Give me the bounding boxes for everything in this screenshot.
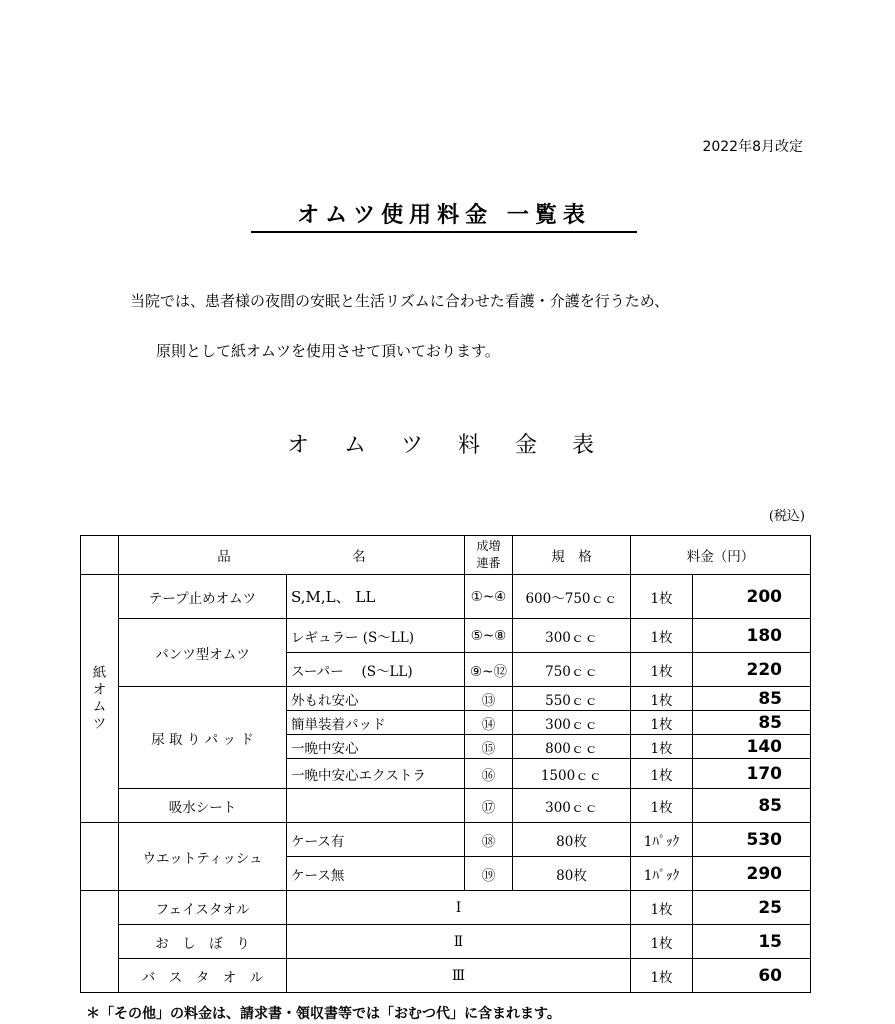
item-spec: 1500ｃｃ [513,759,631,789]
table-row [81,789,811,823]
item-spec: 300ｃｃ [513,619,631,653]
item-spec: 80枚 [513,823,631,857]
item-spec: 550ｃｃ [513,687,631,711]
item-sub: 一晩中安心エクストラ [287,759,465,789]
item-unit: 1枚 [631,891,693,925]
item-price: 200 [693,575,811,619]
item-spec: 800ｃｃ [513,735,631,759]
item-name: パンツ型オムツ [119,619,287,687]
table-row [81,687,811,711]
item-sub: Ⅱ [287,925,631,959]
item-serial: ⑤~⑧ [465,619,513,653]
item-spec: 300ｃｃ [513,789,631,823]
group-label-diaper: 紙 オ ム ツ [81,575,119,823]
group-blank-wet [81,823,119,891]
item-unit: 1枚 [631,959,693,993]
item-unit: 1枚 [631,711,693,735]
item-unit: 1枚 [631,759,693,789]
item-sub: レギュラー (S～LL) [287,619,465,653]
header-price: 料金（円） [631,536,811,575]
item-unit: 1ﾊﾟｯｸ [631,857,693,891]
intro-text-line-1: 当院では、患者様の夜間の安眠と生活リズムに合わせた看護・介護を行うため、 [130,292,670,310]
item-sub: スーパー (S～LL) [287,653,465,687]
item-serial: ⑱ [465,823,513,857]
table-row [81,959,811,993]
item-price: 15 [693,925,811,959]
item-price: 60 [693,959,811,993]
header-blank [81,536,119,575]
item-sub: Ⅲ [287,959,631,993]
item-price: 220 [693,653,811,687]
table-row [81,823,811,857]
item-price: 180 [693,619,811,653]
intro-text-line-2: 原則として紙オムツを使用させて頂いております。 [156,342,500,360]
item-price: 290 [693,857,811,891]
item-serial: ①~④ [465,575,513,619]
item-spec: 750ｃｃ [513,653,631,687]
item-serial: ⑭ [465,711,513,735]
item-serial: ⑬ [465,687,513,711]
page-title: オムツ使用料金 一覧表 [251,198,637,233]
item-sub: 簡単装着パッド [287,711,465,735]
item-sub: 一晩中安心 [287,735,465,759]
item-unit: 1枚 [631,789,693,823]
group-blank-towel [81,891,119,993]
item-serial: ⑰ [465,789,513,823]
item-sub: Ⅰ [287,891,631,925]
table-row [81,575,811,619]
item-name: フェイスタオル [119,891,287,925]
table-header-row [81,536,811,575]
item-sub: 外もれ安心 [287,687,465,711]
item-spec: 80枚 [513,857,631,891]
item-unit: 1枚 [631,653,693,687]
item-spec: 600～750ｃｃ [513,575,631,619]
item-spec: 300ｃｃ [513,711,631,735]
price-table [80,535,811,993]
table-row [81,925,811,959]
item-serial: ⑨~⑫ [465,653,513,687]
item-unit: 1ﾊﾟｯｸ [631,823,693,857]
item-price: 530 [693,823,811,857]
item-name: 吸水シート [119,789,287,823]
item-price: 85 [693,789,811,823]
header-item: 品 名 [119,536,465,575]
header-spec: 規 格 [513,536,631,575]
item-price: 170 [693,759,811,789]
footer-note: ＊「その他」の料金は、請求書・領収書等では「おむつ代」に含まれます。 [86,1006,561,1022]
item-name: ウエットティッシュ [119,823,287,891]
item-sub: ケース有 [287,823,465,857]
item-unit: 1枚 [631,575,693,619]
item-name: テープ止めオムツ [119,575,287,619]
item-serial: ⑮ [465,735,513,759]
item-unit: 1枚 [631,687,693,711]
item-unit: 1枚 [631,925,693,959]
tax-note: (税込) [768,509,805,524]
item-sub [287,789,465,823]
item-price: 25 [693,891,811,925]
item-unit: 1枚 [631,735,693,759]
item-name: バ ス タ オ ル [119,959,287,993]
item-serial: ⑯ [465,759,513,789]
item-unit: 1枚 [631,619,693,653]
item-sub: ケース無 [287,857,465,891]
item-serial: ⑲ [465,857,513,891]
item-price: 140 [693,735,811,759]
table-row [81,619,811,653]
item-name: 尿 取 り パ ッ ド [119,687,287,789]
item-name: お し ぼ り [119,925,287,959]
header-serial: 成増 連番 [465,536,513,575]
table-row [81,891,811,925]
item-price: 85 [693,687,811,711]
table-title: オ ム ツ 料 金 表 [287,433,608,458]
item-sub: S,M,L、 LL [287,575,465,619]
revision-date: 2022年8月改定 [702,139,803,155]
item-price: 85 [693,711,811,735]
